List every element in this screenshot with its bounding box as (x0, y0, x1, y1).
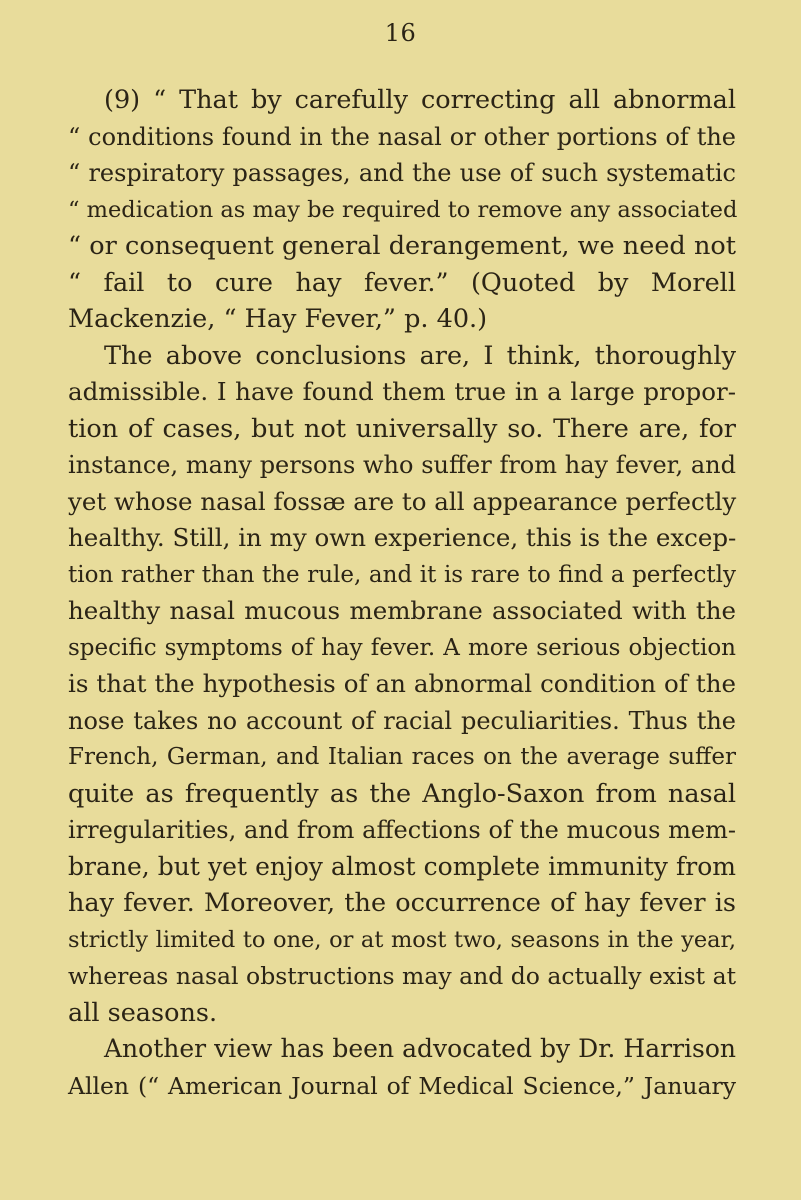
text-line: Mackenzie, “ Hay Fever,” p. 40.) (68, 304, 488, 334)
text-line: healthy. Still, in my own experience, this is the excep- (68, 523, 737, 552)
text-line: “ conditions found in the nasal or other portions of the (68, 122, 736, 151)
text-line: tion rather than the rule, and it is rare to find a perfectly (68, 561, 736, 588)
text-line: strictly limited to one, or at most two, seasons in the year, (68, 926, 736, 953)
text-line: is that the hypothesis of an abnormal condition of the (68, 669, 736, 698)
text-line: yet whose nasal fossæ are to all appearance perfectly (68, 486, 737, 516)
text-line: “ medication as may be required to remove any associated (68, 196, 738, 223)
text-line: healthy nasal mucous membrane associated with the (68, 596, 736, 625)
text-line: admissible. I have found them true in a large propor- (68, 377, 736, 406)
text-line: hay fever. Moreover, the occurrence of hay fever is (68, 888, 736, 918)
body-text (68, 82, 736, 1104)
text-line: “ or consequent general derangement, we need not (68, 231, 736, 261)
text-line: instance, many persons who suffer from hay fever, and (68, 451, 736, 479)
text-line: irregularities, and from affections of the mucous mem- (68, 816, 736, 844)
text-line: brane, but yet enjoy almost complete immunity from (68, 851, 736, 881)
text-line: all seasons. (68, 997, 218, 1028)
text-line: quite as frequently as the Anglo-Saxon from nasal (68, 778, 736, 809)
text-line: specific symptoms of hay fever. A more serious objection (68, 634, 736, 661)
text-line: The above conclusions are, I think, thoroughly (104, 340, 736, 371)
text-line: nose takes no account of racial peculiarities. Thus the (68, 706, 736, 735)
text-line: whereas nasal obstructions may and do actually exist at (68, 962, 737, 990)
text-line: (9) “ That by carefully correcting all abnormal (104, 85, 736, 115)
text-line: Another view has been advocated by Dr. Harrison (104, 1034, 736, 1063)
text-line: “ respiratory passages, and the use of such systematic (68, 159, 736, 187)
text-line: “ fail to cure hay fever.” (Quoted by Morell (68, 267, 736, 298)
text-line: tion of cases, but not universally so. There are, for (68, 413, 736, 444)
page-number: 16 (384, 19, 417, 47)
text-line: French, German, and Italian races on the average suffer (68, 744, 736, 770)
text-line: Allen (“ American Journal of Medical Science,” January (68, 1071, 736, 1100)
